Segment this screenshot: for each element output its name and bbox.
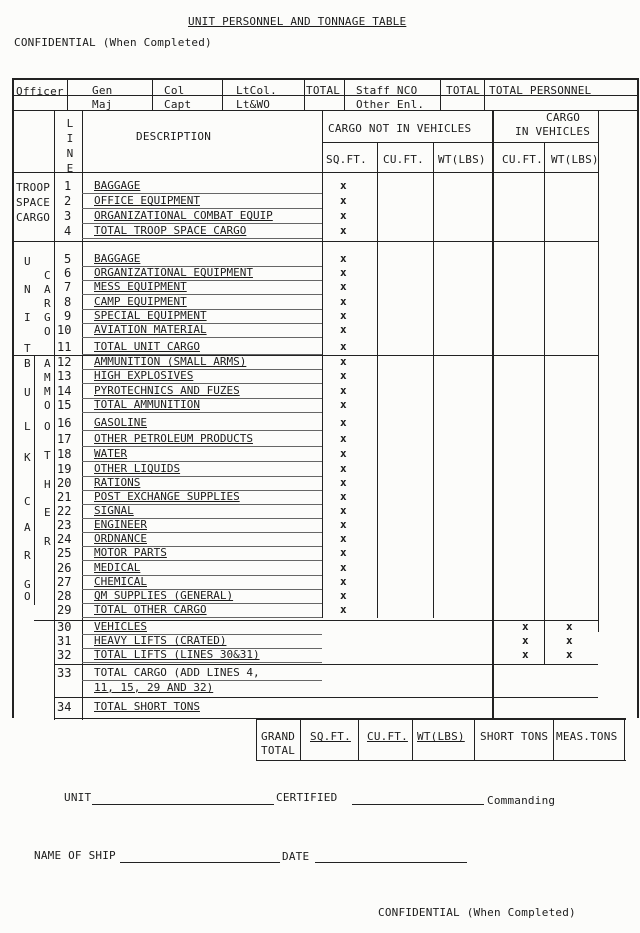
rule-line xyxy=(300,718,301,760)
sqft-mark-21: x xyxy=(340,490,347,503)
sqft-mark-20: x xyxy=(340,476,347,489)
rule-line xyxy=(484,80,485,110)
enlisted-total-label: TOTAL xyxy=(446,84,481,97)
row-description-32: TOTAL LIFTS (LINES 30&31) xyxy=(94,648,260,661)
line-number-18: 18 xyxy=(57,447,72,461)
line-number-31: 31 xyxy=(57,634,72,648)
line-number-27: 27 xyxy=(57,575,72,589)
rule-line xyxy=(304,80,305,110)
row-description-19: OTHER LIQUIDS xyxy=(94,462,181,475)
page-title: UNIT PERSONNEL AND TONNAGE TABLE xyxy=(188,15,407,28)
maj-label: Maj xyxy=(92,98,113,111)
rule-line xyxy=(12,172,598,173)
ltcol-label: LtCol. xyxy=(236,84,277,97)
row-description-1: BAGGAGE xyxy=(94,179,141,192)
gen-label: Gen xyxy=(92,84,113,97)
wt-vehicles-mark-32: x xyxy=(566,648,573,661)
date-field-line[interactable] xyxy=(315,862,467,863)
classification-bottom: CONFIDENTIAL (When Completed) xyxy=(378,906,576,919)
short-tons-label: SHORT TONS xyxy=(480,730,549,743)
cargo-not-in-vehicles-header: CARGO NOT IN VEHICLES xyxy=(328,122,472,135)
row-description-10: AVIATION MATERIAL xyxy=(94,323,207,336)
line-number-30: 30 xyxy=(57,620,72,634)
bulk-letter: B xyxy=(24,357,31,370)
line-number-33: 33 xyxy=(57,666,72,680)
wt-vehicles-mark-31: x xyxy=(566,634,573,647)
bulk-letter: A xyxy=(24,521,31,534)
cuft-vehicles-header: CU.FT. xyxy=(502,153,543,166)
cuft-vehicles-mark-31: x xyxy=(522,634,529,647)
line-number-20: 20 xyxy=(57,476,72,490)
ltwo-label: Lt&WO xyxy=(236,98,271,111)
row-description-2: OFFICE EQUIPMENT xyxy=(94,194,200,207)
unit-letter: I xyxy=(24,311,31,324)
line-number-25: 25 xyxy=(57,546,72,560)
row-description-33-cont: 11, 15, 29 AND 32) xyxy=(94,681,214,694)
row-description-28: QM SUPPLIES (GENERAL) xyxy=(94,589,234,602)
line-number-16: 16 xyxy=(57,416,72,430)
cargo-letter: G xyxy=(44,311,51,324)
ammo-letter: A xyxy=(44,357,51,370)
row-description-23: ENGINEER xyxy=(94,518,147,531)
cuft-header: CU.FT. xyxy=(383,153,424,166)
rule-line xyxy=(624,718,625,760)
description-header: DESCRIPTION xyxy=(136,130,212,143)
row-description-3: ORGANIZATIONAL COMBAT EQUIP xyxy=(94,209,273,222)
line-number-7: 7 xyxy=(64,280,72,294)
rule-line xyxy=(440,80,441,110)
rule-line xyxy=(377,142,378,618)
certified-field-line[interactable] xyxy=(352,804,484,805)
sqft-mark-24: x xyxy=(340,532,347,545)
sqft-mark-9: x xyxy=(340,309,347,322)
sqft-mark-12: x xyxy=(340,355,347,368)
group-space: SPACE xyxy=(16,196,51,209)
commanding-label: Commanding xyxy=(487,794,556,807)
unit-letter: N xyxy=(24,283,31,296)
bulk-letter: C xyxy=(24,495,31,508)
other-enl-label: Other Enl. xyxy=(356,98,425,111)
row-rule xyxy=(82,617,322,618)
line-number-34: 34 xyxy=(57,700,72,714)
row-rule xyxy=(82,430,322,431)
capt-label: Capt xyxy=(164,98,192,111)
group-troop: TROOP xyxy=(16,181,51,194)
row-rule xyxy=(82,337,322,338)
row-rule xyxy=(82,662,322,663)
row-rule xyxy=(82,680,322,681)
sqft-mark-17: x xyxy=(340,432,347,445)
row-description-7: MESS EQUIPMENT xyxy=(94,280,187,293)
line-number-8: 8 xyxy=(64,295,72,309)
rule-line xyxy=(54,664,598,665)
row-description-26: MEDICAL xyxy=(94,561,141,574)
row-description-20: RATIONS xyxy=(94,476,141,489)
sqft-mark-10: x xyxy=(340,323,347,336)
row-description-9: SPECIAL EQUIPMENT xyxy=(94,309,207,322)
row-description-22: SIGNAL xyxy=(94,504,134,517)
rule-line xyxy=(598,110,599,632)
other-letter: H xyxy=(44,478,51,491)
line-number-5: 5 xyxy=(64,252,72,266)
row-description-18: WATER xyxy=(94,447,128,460)
cargo-letter: R xyxy=(44,297,51,310)
row-description-12: AMMUNITION (SMALL ARMS) xyxy=(94,355,247,368)
bulk-letter: U xyxy=(24,386,31,399)
line-number-3: 3 xyxy=(64,209,72,223)
line-number-11: 11 xyxy=(57,340,72,354)
sqft-mark-6: x xyxy=(340,266,347,279)
line-number-2: 2 xyxy=(64,194,72,208)
rule-line xyxy=(256,718,257,760)
wt-vehicles-mark-30: x xyxy=(566,620,573,633)
in-vehicles-header: IN VEHICLES xyxy=(515,125,591,138)
line-number-15: 15 xyxy=(57,398,72,412)
total-label: TOTAL xyxy=(261,744,296,757)
line-number-10: 10 xyxy=(57,323,72,337)
meas-tons-label: MEAS.TONS xyxy=(556,730,618,743)
sqft-mark-14: x xyxy=(340,384,347,397)
sqft-mark-8: x xyxy=(340,295,347,308)
line-number-4: 4 xyxy=(64,224,72,238)
sqft-mark-23: x xyxy=(340,518,347,531)
rule-line xyxy=(544,142,545,664)
rule-line xyxy=(322,110,323,618)
sqft-mark-16: x xyxy=(340,416,347,429)
line-number-32: 32 xyxy=(57,648,72,662)
row-description-24: ORDNANCE xyxy=(94,532,147,545)
sqft-mark-18: x xyxy=(340,447,347,460)
row-description-21: POST EXCHANGE SUPPLIES xyxy=(94,490,240,503)
row-description-15: TOTAL AMMUNITION xyxy=(94,398,200,411)
rule-line xyxy=(412,718,413,760)
sqft-mark-19: x xyxy=(340,462,347,475)
row-description-8: CAMP EQUIPMENT xyxy=(94,295,187,308)
line-number-19: 19 xyxy=(57,462,72,476)
cargo-header: CARGO xyxy=(546,111,581,124)
sqft-mark-22: x xyxy=(340,504,347,517)
row-description-14: PYROTECHNICS AND FUZES xyxy=(94,384,240,397)
unit-letter: T xyxy=(24,342,31,355)
grand-wt-label: WT(LBS) xyxy=(417,730,465,743)
table-left-border xyxy=(12,78,14,718)
bulk-letter: R xyxy=(24,549,31,562)
row-description-6: ORGANIZATIONAL EQUIPMENT xyxy=(94,266,253,279)
line-number-14: 14 xyxy=(57,384,72,398)
sqft-mark-28: x xyxy=(340,589,347,602)
wt-vehicles-header: WT(LBS) xyxy=(551,153,599,166)
line-number-9: 9 xyxy=(64,309,72,323)
row-description-17: OTHER PETROLEUM PRODUCTS xyxy=(94,432,253,445)
rule-line xyxy=(12,241,598,242)
rule-line xyxy=(256,760,626,761)
ammo-letter: M xyxy=(44,371,51,384)
bulk-letter: K xyxy=(24,451,31,464)
table-top-border xyxy=(12,78,639,80)
line-number-29: 29 xyxy=(57,603,72,617)
rule-line xyxy=(82,110,83,720)
row-description-27: CHEMICAL xyxy=(94,575,147,588)
grand-sqft-label: SQ.FT. xyxy=(310,730,351,743)
rule-line xyxy=(152,80,153,110)
sqft-header: SQ.FT. xyxy=(326,153,367,166)
certified-label: CERTIFIED xyxy=(276,791,338,804)
unit-label: UNIT xyxy=(64,791,92,804)
rule-line xyxy=(553,718,554,760)
sqft-mark-29: x xyxy=(340,603,347,616)
date-label: DATE xyxy=(282,850,310,863)
sqft-mark-25: x xyxy=(340,546,347,559)
bulk-letter: O xyxy=(24,590,31,603)
group-cargo: CARGO xyxy=(16,211,51,224)
ammo-letter: O xyxy=(44,399,51,412)
bulk-letter: L xyxy=(24,420,31,433)
sqft-mark-27: x xyxy=(340,575,347,588)
sqft-mark-26: x xyxy=(340,561,347,574)
rule-line xyxy=(34,355,35,605)
other-letter: E xyxy=(44,506,51,519)
row-description-30: VEHICLES xyxy=(94,620,147,633)
row-description-29: TOTAL OTHER CARGO xyxy=(94,603,207,616)
rule-line xyxy=(344,80,345,110)
unit-letter: U xyxy=(24,255,31,268)
line-number-24: 24 xyxy=(57,532,72,546)
line-number-21: 21 xyxy=(57,490,72,504)
row-description-5: BAGGAGE xyxy=(94,252,141,265)
sqft-mark-2: x xyxy=(340,194,347,207)
cargo-letter: O xyxy=(44,325,51,338)
other-letter: T xyxy=(44,449,51,462)
sqft-mark-1: x xyxy=(340,179,347,192)
grand-label: GRAND xyxy=(261,730,296,743)
rule-line xyxy=(492,110,494,720)
sqft-mark-15: x xyxy=(340,398,347,411)
ammo-letter: M xyxy=(44,385,51,398)
table-right-border xyxy=(637,78,639,718)
officer-total-label: TOTAL xyxy=(306,84,341,97)
line-number-1: 1 xyxy=(64,179,72,193)
sqft-mark-4: x xyxy=(340,224,347,237)
officer-label: Officer xyxy=(16,85,64,98)
sqft-mark-5: x xyxy=(340,252,347,265)
bulk-letter: G xyxy=(24,578,31,591)
ship-field-line[interactable] xyxy=(120,862,280,863)
cargo-letter: C xyxy=(44,269,51,282)
line-number-6: 6 xyxy=(64,266,72,280)
rule-line xyxy=(54,110,55,720)
line-number-22: 22 xyxy=(57,504,72,518)
row-description-25: MOTOR PARTS xyxy=(94,546,167,559)
unit-field-line[interactable] xyxy=(92,804,274,805)
rule-line xyxy=(256,718,626,720)
row-description-31: HEAVY LIFTS (CRATED) xyxy=(94,634,227,647)
line-number-13: 13 xyxy=(57,369,72,383)
row-description-16: GASOLINE xyxy=(94,416,147,429)
cuft-vehicles-mark-32: x xyxy=(522,648,529,661)
rule-line xyxy=(358,718,359,760)
row-rule xyxy=(82,238,322,239)
line-header: L I N E xyxy=(66,117,74,175)
grand-cuft-label: CU.FT. xyxy=(367,730,408,743)
cargo-letter: A xyxy=(44,283,51,296)
row-description-4: TOTAL TROOP SPACE CARGO xyxy=(94,224,247,237)
name-of-ship-label: NAME OF SHIP xyxy=(34,849,116,862)
rule-line xyxy=(433,142,434,618)
wt-header: WT(LBS) xyxy=(438,153,486,166)
sqft-mark-3: x xyxy=(340,209,347,222)
rule-line xyxy=(54,697,598,698)
rule-line xyxy=(474,718,475,760)
row-description-11: TOTAL UNIT CARGO xyxy=(94,340,200,353)
rule-line xyxy=(222,80,223,110)
other-letter: R xyxy=(44,535,51,548)
classification-top: CONFIDENTIAL (When Completed) xyxy=(14,36,212,49)
rule-line xyxy=(322,142,598,143)
line-number-23: 23 xyxy=(57,518,72,532)
row-description-33: TOTAL CARGO (ADD LINES 4, xyxy=(94,666,260,679)
row-description-34: TOTAL SHORT TONS xyxy=(94,700,200,713)
row-description-13: HIGH EXPLOSIVES xyxy=(94,369,194,382)
col-label: Col xyxy=(164,84,185,97)
line-number-17: 17 xyxy=(57,432,72,446)
total-personnel-label: TOTAL PERSONNEL xyxy=(489,84,592,97)
sqft-mark-13: x xyxy=(340,369,347,382)
rule-line xyxy=(67,80,68,110)
other-letter: O xyxy=(44,420,51,433)
row-rule xyxy=(82,412,322,413)
cuft-vehicles-mark-30: x xyxy=(522,620,529,633)
sqft-mark-7: x xyxy=(340,280,347,293)
line-number-12: 12 xyxy=(57,355,72,369)
line-number-26: 26 xyxy=(57,561,72,575)
line-number-28: 28 xyxy=(57,589,72,603)
staff-nco-label: Staff NCO xyxy=(356,84,418,97)
sqft-mark-11: x xyxy=(340,340,347,353)
